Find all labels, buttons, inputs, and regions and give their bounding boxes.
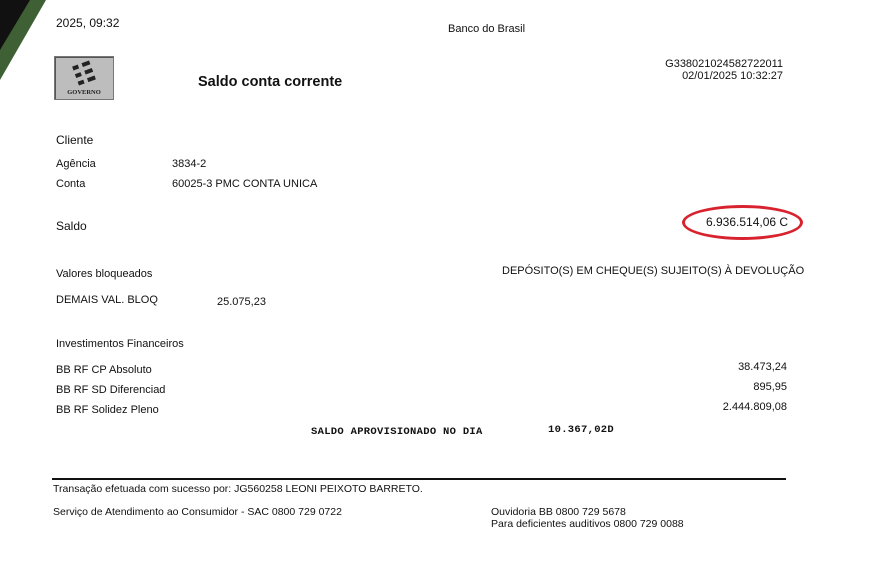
account-label: Conta	[56, 178, 86, 190]
investment-value: 2.444.809,08	[722, 401, 787, 413]
agency-value: 3834-2	[172, 158, 207, 170]
agency-label: Agência	[56, 158, 96, 170]
transaction-confirmation: Transação efetuada com sucesso por: JG560258 LEONI PEIXOTO BARRETO.	[53, 483, 423, 495]
blocked-section-label: Valores bloqueados	[56, 268, 153, 280]
page-corner-shadow	[0, 0, 30, 50]
investment-value: 895,95	[753, 381, 787, 393]
investment-label: BB RF Solidez Pleno	[56, 404, 159, 416]
provisioned-label: SALDO APROVISIONADO NO DIA	[311, 426, 483, 438]
investment-label: BB RF CP Absoluto	[56, 364, 152, 376]
document-datetime: 02/01/2025 10:32:27	[682, 70, 783, 82]
investment-value: 38.473,24	[738, 361, 787, 373]
logo-label: GOVERNO	[67, 89, 101, 96]
client-section-label: Cliente	[56, 133, 94, 147]
account-value: 60025-3 PMC CONTA UNICA	[172, 178, 318, 190]
blocked-item-value: 25.075,23	[217, 296, 266, 308]
investment-label: BB RF SD Diferenciad	[56, 384, 166, 396]
balance-value: 6.936.514,06 C	[706, 215, 789, 229]
red-circle-annotation	[682, 205, 803, 240]
footer-divider	[52, 478, 786, 480]
document-code: G338021024582722011	[665, 58, 783, 70]
investments-section-label: Investimentos Financeiros	[56, 338, 184, 350]
print-datetime: 2025, 09:32	[56, 16, 120, 30]
bb-logo-icon	[55, 59, 113, 89]
blocked-item-label: DEMAIS VAL. BLOQ	[56, 294, 158, 306]
governo-logo	[54, 56, 114, 100]
ombudsman-contact: Ouvidoria BB 0800 729 5678	[491, 506, 626, 518]
cheque-notice: DEPÓSITO(S) EM CHEQUE(S) SUJEITO(S) À DEVOLUÇÃO	[502, 265, 805, 277]
balance-label: Saldo	[56, 219, 87, 233]
bank-name: Banco do Brasil	[448, 23, 526, 35]
sac-contact: Serviço de Atendimento ao Consumidor - SAC 0800 729 0722	[53, 506, 342, 518]
provisioned-value: 10.367,02D	[548, 424, 615, 436]
hearing-impaired-contact: Para deficientes auditivos 0800 729 0088	[491, 518, 684, 530]
page-title: Saldo conta corrente	[198, 74, 343, 90]
